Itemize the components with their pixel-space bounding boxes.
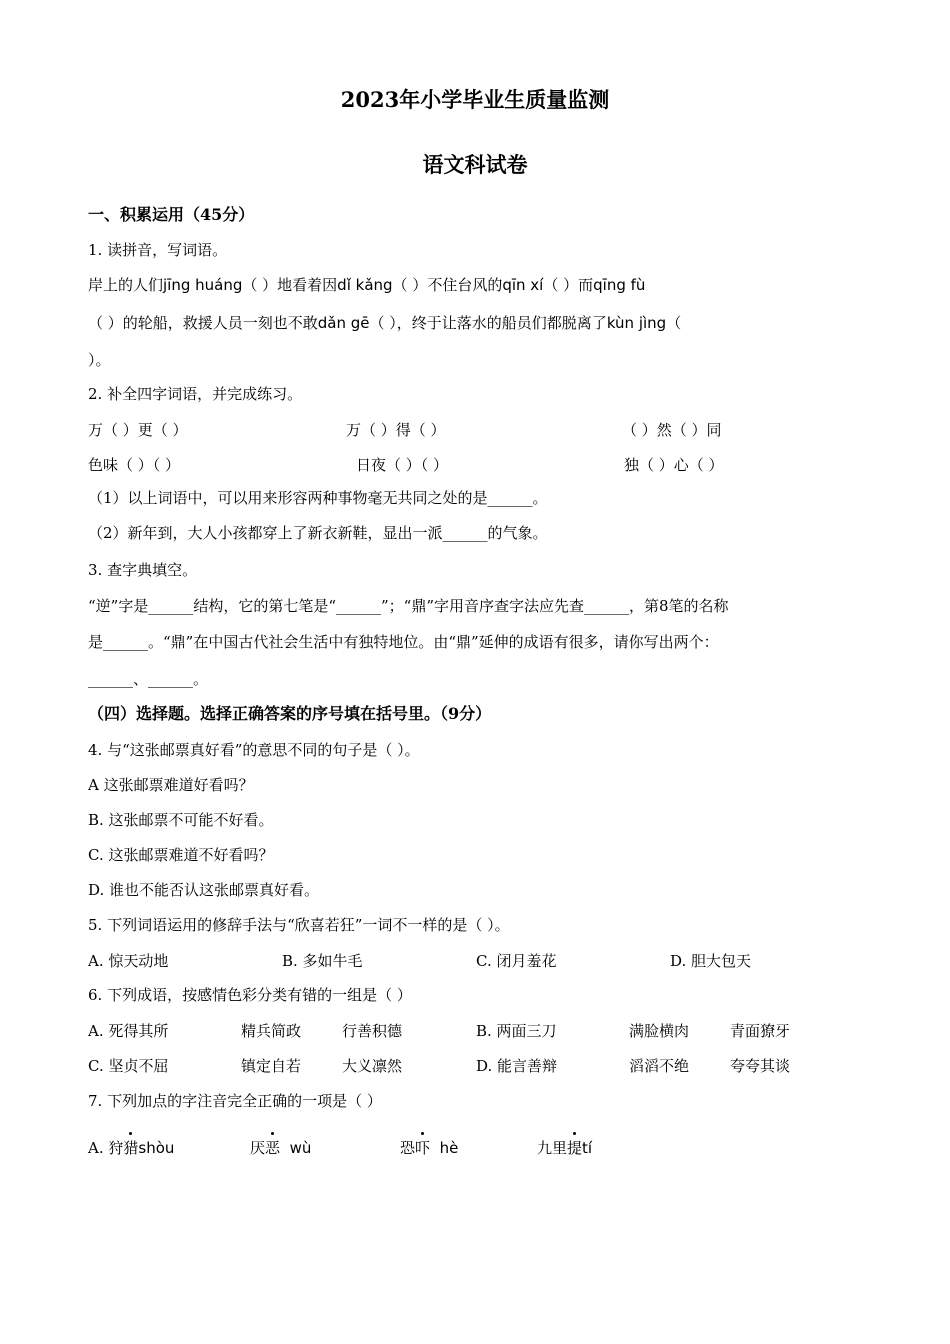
- idiom: 夸夸其谈: [730, 1057, 791, 1075]
- option: 厌恶 wù: [250, 1139, 312, 1157]
- question-1-line-1: 岸上的人们jīng huáng（ ）地看着因dǐ kǎng（ ）不住台风的qīn xí（ ）而qīng fù: [88, 276, 646, 294]
- option: D. 胆大包天: [670, 952, 752, 970]
- idiom: 大义凛然: [342, 1057, 403, 1075]
- idiom: 满脸横肉: [629, 1022, 690, 1040]
- idiom-blank: 万（ ）得（ ）: [346, 421, 446, 439]
- pinyin: wù: [289, 1139, 312, 1157]
- pinyin: kùn jìng: [606, 314, 667, 332]
- option: A. 狩猎shòu: [88, 1139, 175, 1157]
- question-3-stem: 3. 查字典填空。: [88, 561, 198, 579]
- question-2-stem: 2. 补全四字词语，并完成练习。: [88, 385, 303, 403]
- option: D. 谁也不能否认这张邮票真好看。: [88, 881, 320, 899]
- idiom-blank: 色味（ ）（ ）: [88, 456, 181, 474]
- dotted-char: 猎: [123, 1139, 139, 1157]
- option: B. 多如牛毛: [282, 952, 363, 970]
- option: D. 能言善辩: [476, 1057, 558, 1075]
- option: C. 闭月羞花: [476, 952, 557, 970]
- option: A. 惊天动地: [88, 952, 169, 970]
- pinyin: shòu: [138, 1139, 175, 1157]
- idiom: 青面獠牙: [730, 1022, 791, 1040]
- pinyin: dǐ kǎng: [337, 276, 393, 294]
- idiom-blank: 日夜（ ）（ ）: [356, 456, 449, 474]
- question-1-line-3: ）。: [88, 351, 111, 369]
- option: 九里提tí: [537, 1139, 593, 1157]
- idiom-blank: 独（ ）心（ ）: [624, 456, 724, 474]
- pinyin: qīng fù: [593, 276, 646, 294]
- question-4-stem: 4. 与“这张邮票真好看”的意思不同的句子是（ ）。: [88, 741, 420, 759]
- option: C. 这张邮票难道不好看吗？: [88, 846, 274, 864]
- idiom: 镇定自若: [241, 1057, 302, 1075]
- question-1-stem: 1. 读拼音，写词语。: [88, 241, 228, 259]
- option: 恐吓 hè: [400, 1139, 459, 1157]
- question-7-stem: 7. 下列加点的字注音完全正确的一项是（ ）: [88, 1092, 382, 1110]
- section-heading-4: （四）选择题。选择正确答案的序号填在括号里。（9分）: [88, 704, 492, 723]
- option: A. 死得其所: [88, 1022, 169, 1040]
- question-1-line-2: （ ）的轮船，救援人员一刻也不敢dǎn gē（ ），终于让落水的船员们都脱离了kùn jìng（: [88, 314, 682, 332]
- option: A 这张邮票难道好看吗？: [88, 776, 254, 794]
- exam-subtitle: 语文科试卷: [422, 152, 528, 177]
- question-5-stem: 5. 下列词语运用的修辞手法与“欣喜若狂”一词不一样的是（ ）。: [88, 916, 510, 934]
- idiom-blank: 万（ ）更（ ）: [88, 421, 188, 439]
- section-heading-1: 一、积累运用（45分）: [88, 205, 255, 224]
- pinyin: tí: [582, 1139, 593, 1157]
- question-3-line-1: “逆”字是______结构，它的第七笔是“______”；“鼎”字用音序查字法应先查______，第8笔的名称: [88, 597, 729, 615]
- idiom: 滔滔不绝: [629, 1057, 690, 1075]
- option: B. 这张邮票不可能不好看。: [88, 811, 274, 829]
- idiom: 精兵简政: [241, 1022, 302, 1040]
- question-3-line-3: ______、______。: [88, 670, 209, 688]
- idiom: 行善积德: [342, 1022, 403, 1040]
- pinyin: hè: [439, 1139, 459, 1157]
- pinyin: dǎn gē: [317, 314, 370, 332]
- dotted-char: 提: [567, 1139, 583, 1157]
- question-6-stem: 6. 下列成语，按感情色彩分类有错的一组是（ ）: [88, 986, 412, 1004]
- option: C. 坚贞不屈: [88, 1057, 169, 1075]
- question-2-sub-2: （2）新年到，大人小孩都穿上了新衣新鞋，显出一派______的气象。: [88, 524, 548, 542]
- dotted-char: 吓: [415, 1139, 431, 1157]
- option: B. 两面三刀: [476, 1022, 557, 1040]
- pinyin: jīng huáng: [163, 276, 243, 294]
- pinyin: qīn xí: [502, 276, 544, 294]
- question-2-sub-1: （1）以上词语中，可以用来形容两种事物毫无共同之处的是______。: [88, 489, 548, 507]
- idiom-blank: （ ）然（ ）同: [622, 421, 722, 439]
- exam-title: 2023年小学毕业生质量监测: [340, 87, 610, 112]
- question-3-line-2: 是______。“鼎”在中国古代社会生活中有独特地位。由“鼎”延伸的成语有很多，请你写出两个：: [88, 633, 719, 651]
- dotted-char: 恶: [265, 1139, 281, 1157]
